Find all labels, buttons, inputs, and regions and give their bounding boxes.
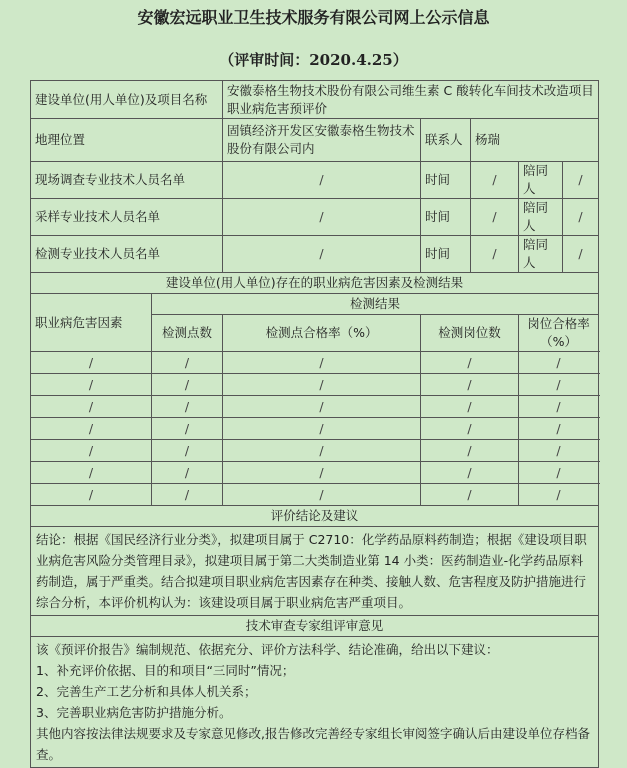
staff-row — [31, 199, 599, 236]
contact-label: 联系人 — [421, 119, 471, 162]
hazard-cell: / — [223, 484, 421, 506]
review-date: （评审时间：2020.4.25） — [219, 51, 408, 69]
time-value: / — [471, 199, 519, 236]
hazard-row — [31, 396, 599, 418]
time-label: 时间 — [421, 162, 471, 199]
companion-label: 陪同人 — [519, 236, 563, 273]
hazard-cell: / — [31, 374, 152, 396]
time-value: / — [471, 236, 519, 273]
hazard-cell: / — [152, 484, 223, 506]
review-line: 该《预评价报告》编制规范、依据充分、评价方法科学、结论准确，给出以下建议： — [36, 642, 499, 657]
page-title: 安徽宏远职业卫生技术服务有限公司网上公示信息 — [137, 8, 490, 27]
location-row — [31, 119, 599, 162]
conclusion-text: 结论：根据《国民经济行业分类》，拟建项目属于 C2710：化学药品原料药制造；根据《建设项目职业病危害风险分类管理目录》，拟建项目属于第二大类制造业第 14 小类：医药制造业-化学药品原料药制造，属于严重类。结合拟建项目职业病危害因素存在种类、接触人数、危害程度及防护措施进行综合分析，本评价机构认为：该建设项目属于职业病危害严重项目。 — [31, 527, 599, 616]
hazards-header-row — [31, 294, 599, 315]
time-value: / — [471, 162, 519, 199]
conclusion-row — [31, 527, 599, 616]
hazard-cell: / — [519, 374, 599, 396]
column-header: 检测岗位数 — [421, 315, 519, 352]
hazard-cell: / — [421, 440, 519, 462]
location-value: 固镇经济开发区安徽泰格生物技术股份有限公司内 — [223, 119, 421, 162]
hazard-cell: / — [223, 418, 421, 440]
hazard-cell: / — [152, 352, 223, 374]
companion-label: 陪同人 — [519, 162, 563, 199]
hazard-cell: / — [519, 418, 599, 440]
hazard-cell: / — [421, 418, 519, 440]
review-line: 1、补充评价依据、目的和项目“三同时”情况； — [36, 663, 295, 678]
unit-label: 建设单位(用人单位)及项目名称 — [31, 81, 223, 119]
review-section-title: 技术审查专家组评审意见 — [31, 616, 599, 637]
conclusion-section-title: 评价结论及建议 — [31, 506, 599, 527]
hazard-cell: / — [31, 462, 152, 484]
staff-label: 采样专业技术人员名单 — [31, 199, 223, 236]
review-line: 2、完善生产工艺分析和具体人机关系； — [36, 684, 257, 699]
companion-label: 陪同人 — [519, 199, 563, 236]
hazard-row — [31, 418, 599, 440]
companion-value: / — [563, 162, 599, 199]
hazard-cell: / — [223, 352, 421, 374]
disclosure-table — [30, 80, 599, 768]
companion-value: / — [563, 236, 599, 273]
hazard-cell: / — [31, 418, 152, 440]
hazard-cell: / — [519, 396, 599, 418]
column-header: 检测点数 — [152, 315, 223, 352]
review-row — [31, 637, 599, 768]
hazard-cell: / — [31, 352, 152, 374]
hazard-cell: / — [421, 396, 519, 418]
review-line: 其他内容按法律法规要求及专家意见修改,报告修改完善经专家组长审阅签字确认后由建设单位存档备查。 — [36, 726, 590, 762]
hazard-cell: / — [421, 374, 519, 396]
staff-label: 检测专业技术人员名单 — [31, 236, 223, 273]
factor-header: 职业病危害因素 — [31, 294, 152, 352]
conclusion-section-row — [31, 506, 599, 527]
hazard-cell: / — [152, 374, 223, 396]
staff-names: / — [223, 199, 421, 236]
project-row — [31, 81, 599, 119]
hazard-row — [31, 462, 599, 484]
staff-label: 现场调查专业技术人员名单 — [31, 162, 223, 199]
contact-value: 杨瑞 — [471, 119, 599, 162]
hazard-cell: / — [519, 352, 599, 374]
hazard-cell: / — [31, 484, 152, 506]
hazard-cell: / — [31, 440, 152, 462]
hazard-cell: / — [519, 462, 599, 484]
hazard-cell: / — [421, 484, 519, 506]
review-body — [31, 637, 599, 768]
hazard-cell: / — [152, 440, 223, 462]
hazard-row — [31, 374, 599, 396]
column-header: 岗位合格率（%） — [519, 315, 599, 352]
staff-names: / — [223, 162, 421, 199]
hazard-cell: / — [152, 462, 223, 484]
results-header: 检测结果 — [152, 294, 599, 315]
companion-value: / — [563, 199, 599, 236]
hazard-row — [31, 352, 599, 374]
hazard-cell: / — [223, 374, 421, 396]
hazard-cell: / — [223, 462, 421, 484]
hazards-section-title: 建设单位(用人单位)存在的职业病危害因素及检测结果 — [31, 273, 599, 294]
location-label: 地理位置 — [31, 119, 223, 162]
review-line: 3、完善职业病危害防护措施分析。 — [36, 705, 232, 720]
hazard-cell: / — [421, 462, 519, 484]
review-section-row — [31, 616, 599, 637]
staff-names: / — [223, 236, 421, 273]
hazards-section-row — [31, 273, 599, 294]
hazard-cell: / — [152, 418, 223, 440]
hazard-cell: / — [421, 352, 519, 374]
hazard-cell: / — [152, 396, 223, 418]
hazard-cell: / — [223, 396, 421, 418]
hazard-cell: / — [31, 396, 152, 418]
hazard-cell: / — [223, 440, 421, 462]
hazard-row — [31, 484, 599, 506]
time-label: 时间 — [421, 236, 471, 273]
hazard-cell: / — [519, 440, 599, 462]
time-label: 时间 — [421, 199, 471, 236]
hazard-cell: / — [519, 484, 599, 506]
staff-row — [31, 236, 599, 273]
column-header: 检测点合格率（%） — [223, 315, 421, 352]
hazard-row — [31, 440, 599, 462]
unit-value: 安徽泰格生物技术股份有限公司维生素 C 酸转化车间技术改造项目职业病危害预评价 — [223, 81, 599, 119]
staff-row — [31, 162, 599, 199]
